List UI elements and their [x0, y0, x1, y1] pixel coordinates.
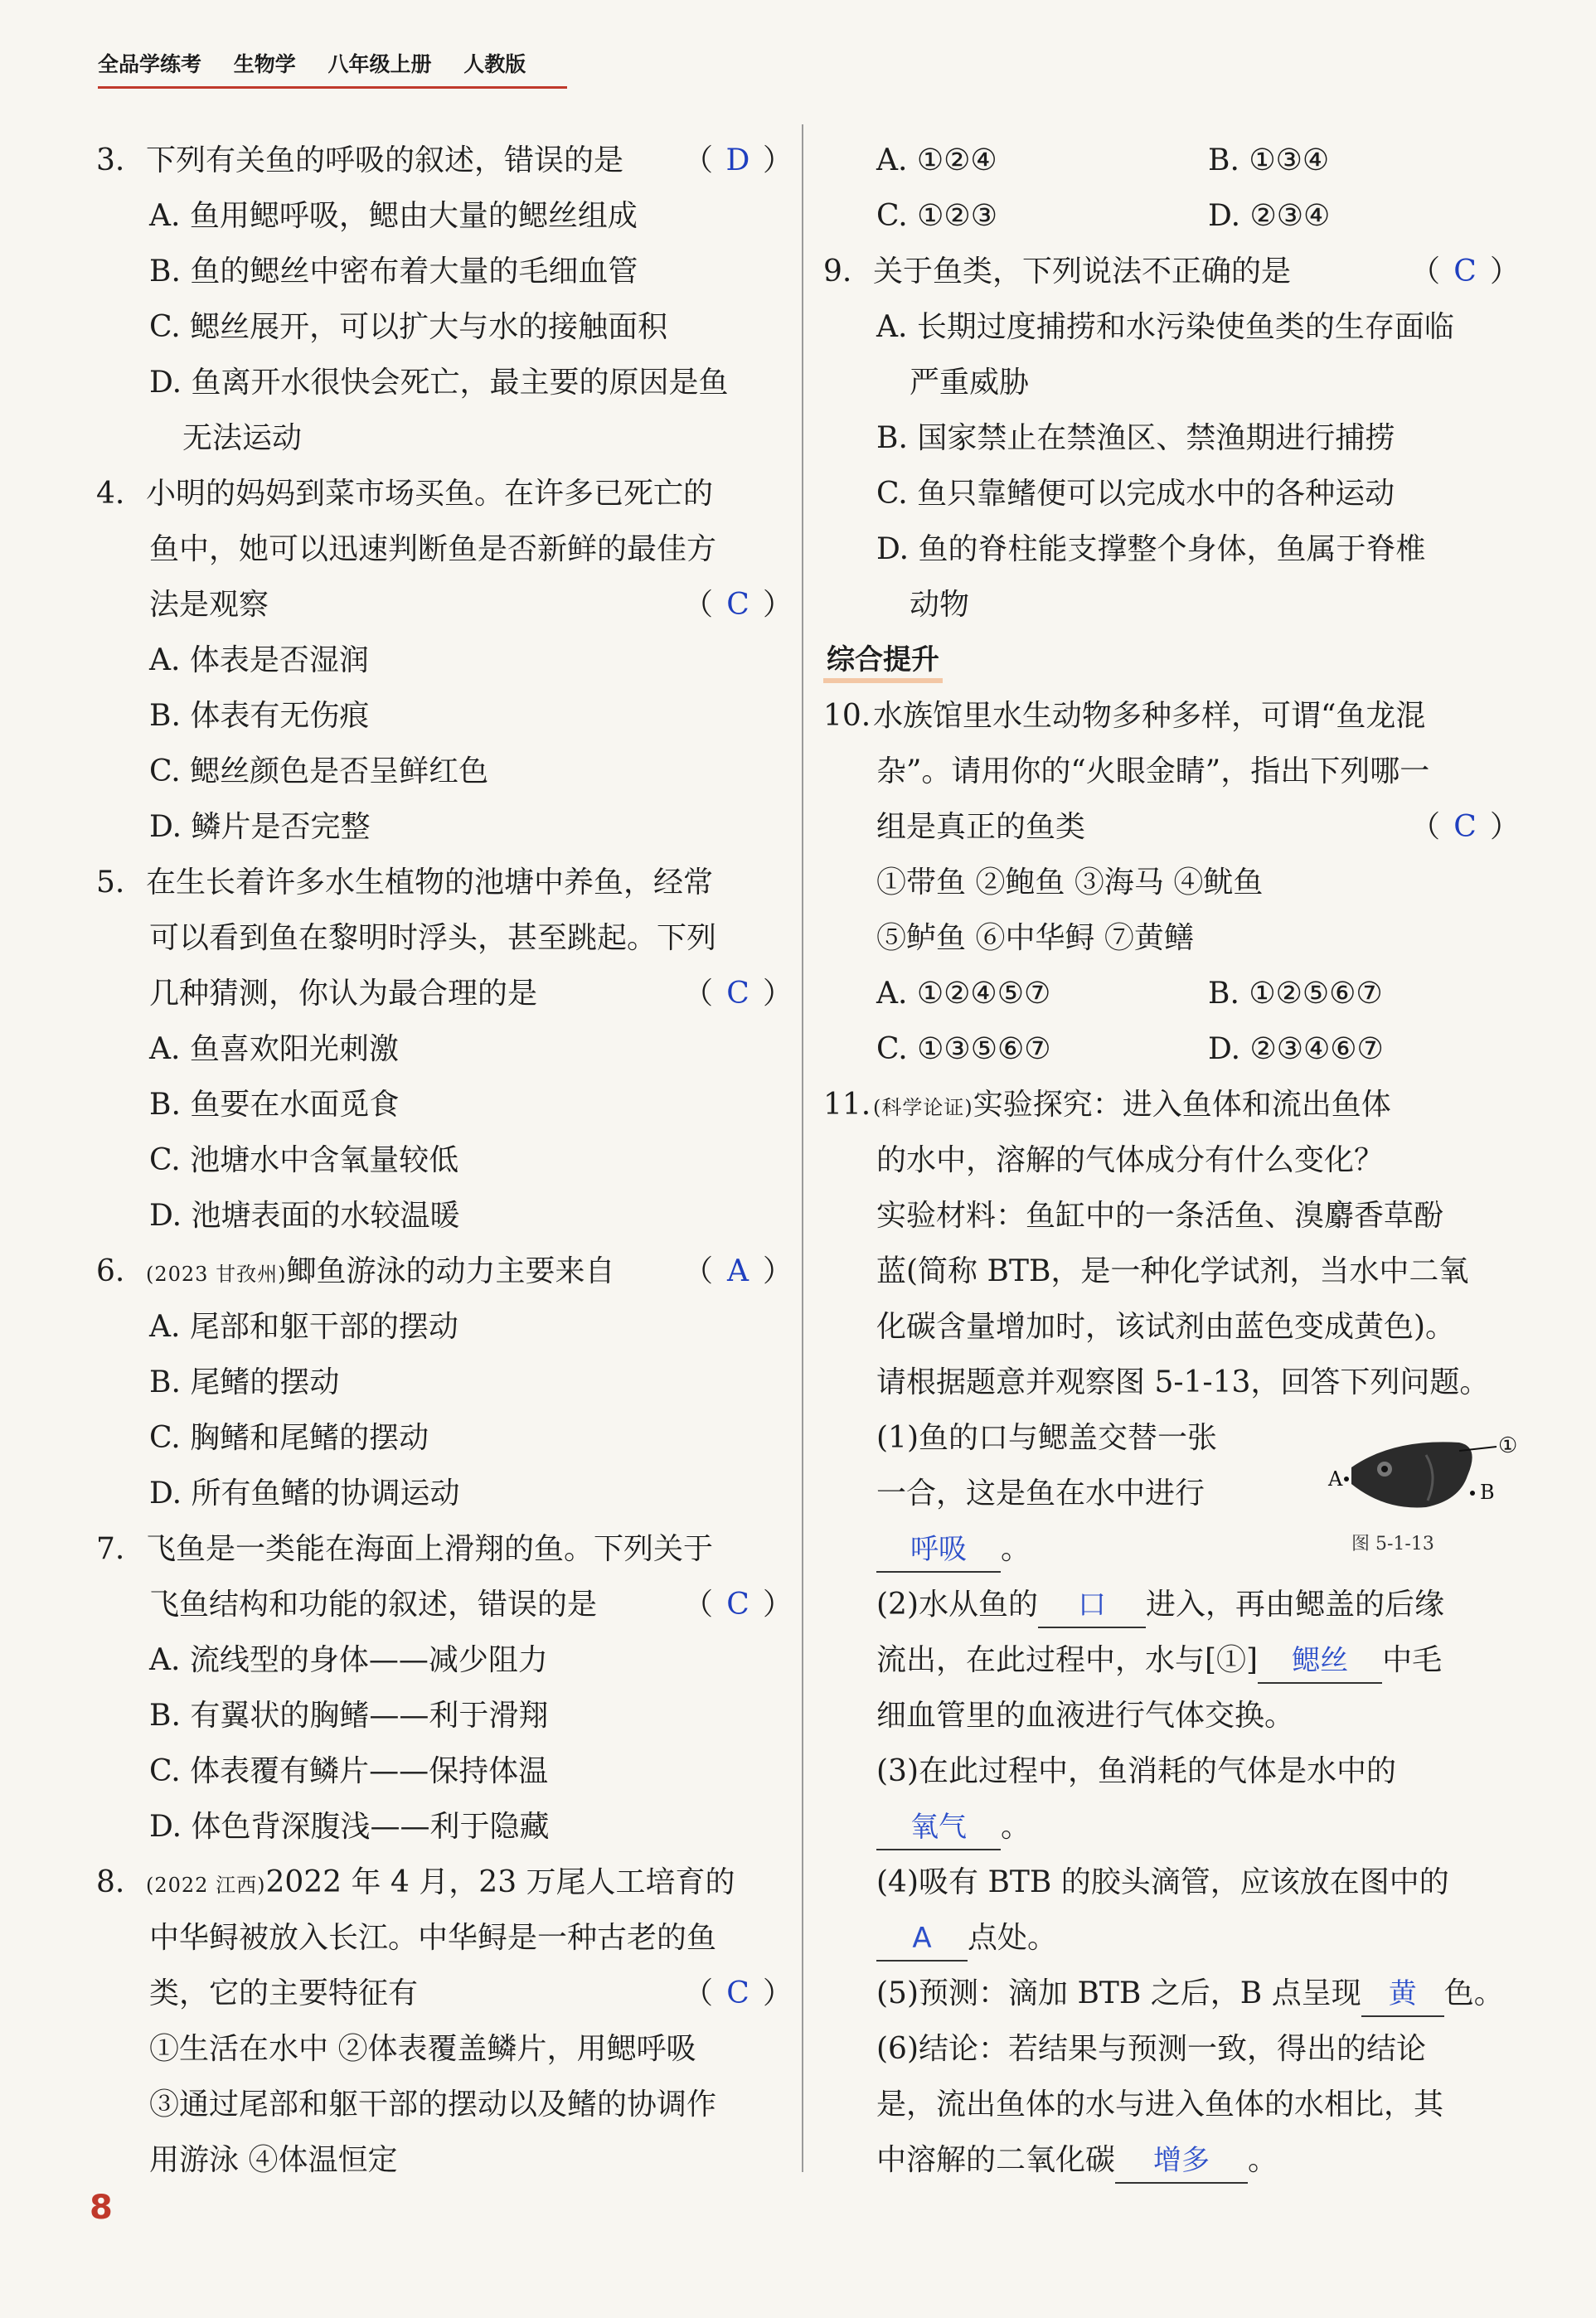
question-stem: 类，它的主要特征有 [149, 1976, 419, 2010]
label-a: A [1328, 1467, 1343, 1491]
question-stem: 水族馆里水生动物多种多样，可谓“鱼龙混 [873, 699, 1426, 733]
question-7 [96, 1521, 793, 1577]
section-title: 综合提升 [823, 643, 943, 683]
option: C. 池塘水中含氧量较低 [149, 1143, 459, 1177]
source-tag: (科学论证) [873, 1096, 973, 1119]
question-stem: 可以看到鱼在黎明时浮头，甚至跳起。下列 [149, 921, 717, 955]
question-stem-last [96, 966, 793, 1021]
answer-blank[interactable]: 口 [1038, 1583, 1146, 1628]
answer-blank[interactable]: 呼吸 [876, 1528, 1001, 1573]
option-continued: 无法运动 [182, 421, 303, 455]
option-row [823, 133, 1520, 188]
option: C. 鳃丝展开，可以扩大与水的接触面积 [149, 310, 668, 344]
source-tag: (2022 江西) [146, 1874, 266, 1897]
option: D. 鱼离开水很快会死亡，最主要的原因是鱼 [149, 366, 729, 400]
statement-list: ⑤鲈鱼 ⑥中华鲟 ⑦黄鳝 [876, 921, 1194, 955]
answer-value: C [1453, 810, 1477, 844]
question-number: 3. [96, 143, 125, 177]
fish-head-shape [1351, 1442, 1472, 1507]
answer-value: C [726, 1588, 749, 1622]
question-stem-last [96, 1577, 793, 1632]
question-10 [823, 688, 1520, 744]
question-5 [96, 855, 793, 910]
option: B. ①②⑤⑥⑦ [1208, 977, 1383, 1011]
question-stem: 蓝(简称 BTB，是一种化学试剂，当水中二氧 [876, 1254, 1469, 1288]
option: A. 尾部和躯干部的摆动 [149, 1310, 458, 1344]
option: A. 流线型的身体——减少阻力 [149, 1643, 548, 1677]
statement-list: ③通过尾部和躯干部的摆动以及鳍的协调作 [149, 2088, 717, 2122]
header-grade: 八年级上册 [327, 52, 432, 76]
question-4 [96, 466, 793, 521]
question-number: 10. [823, 699, 871, 733]
option-continued: 动物 [910, 588, 970, 622]
statement-list: 用游泳 ④体温恒定 [149, 2143, 398, 2177]
option: D. 体色背深腹浅——利于隐藏 [149, 1810, 550, 1844]
answer-bracket: （ C ） [1410, 244, 1520, 299]
option: A. ①②④ [876, 143, 997, 177]
question-6 [96, 1244, 793, 1299]
question-stem: 飞鱼结构和功能的叙述，错误的是 [149, 1588, 598, 1622]
statement-list: ①带鱼 ②鲍鱼 ③海马 ④鱿鱼 [876, 866, 1264, 900]
running-header [98, 48, 551, 78]
sub-question-1: 一合，这是鱼在水中进行 [876, 1477, 1205, 1511]
sub-question-2: 细血管里的血液进行气体交换。 [876, 1699, 1295, 1733]
option: D. ②③④⑥⑦ [1208, 1032, 1384, 1066]
question-stem-last [96, 577, 793, 633]
question-number: 11. [823, 1088, 871, 1122]
sub-question-4-answer [823, 1910, 1520, 1966]
sub-question-6: 中溶解的二氧化碳 增多 。 [823, 2132, 1520, 2188]
question-stem: 几种猜测，你认为最合理的是 [149, 977, 538, 1011]
option: B. 体表有无伤痕 [149, 699, 370, 733]
question-stem: 鱼中，她可以迅速判断鱼是否新鲜的最佳方 [149, 532, 717, 566]
question-number: 7. [96, 1532, 125, 1566]
question-stem: 中华鲟被放入长江。中华鲟是一种古老的鱼 [149, 1921, 717, 1955]
source-tag: (2023 甘孜州) [146, 1263, 287, 1286]
question-stem: 组是真正的鱼类 [876, 810, 1086, 844]
option: B. 鱼的鳃丝中密布着大量的毛细血管 [149, 255, 638, 289]
option: C. 体表覆有鳞片——保持体温 [149, 1754, 549, 1788]
header-rule [98, 86, 567, 89]
text: 进入，再由鳃盖的后缘 [1146, 1588, 1445, 1622]
question-stem: 鲫鱼游泳的动力主要来自 [286, 1254, 615, 1288]
option-row [823, 188, 1520, 244]
option: A. 鱼喜欢阳光刺激 [149, 1032, 399, 1066]
statement-list: ①生活在水中 ②体表覆盖鳞片，用鳃呼吸 [149, 2032, 696, 2066]
option-row [823, 966, 1520, 1021]
text: 色。 [1443, 1976, 1504, 2010]
header-subject: 生物学 [233, 52, 296, 76]
question-stem: 法是观察 [149, 588, 269, 622]
column-divider [802, 124, 803, 2172]
sub-question-6: (6)结论：若结果与预测一致，得出的结论 [876, 2032, 1426, 2066]
answer-bracket: （ C ） [683, 1966, 793, 2021]
question-stem: 在生长着许多水生植物的池塘中养鱼，经常 [146, 866, 714, 900]
sub-question-4: (4)吸有 BTB 的胶头滴管，应该放在图中的 [876, 1865, 1449, 1899]
answer-value: C [726, 1976, 749, 2010]
answer-bracket: （ C ） [683, 577, 793, 633]
answer-blank[interactable]: 氧气 [876, 1806, 1001, 1850]
option: D. 池塘表面的水较温暖 [149, 1199, 460, 1233]
question-number: 5. [96, 866, 125, 900]
answer-blank[interactable]: A [876, 1917, 968, 1962]
header-book: 全品学练考 [98, 52, 202, 76]
question-stem: 实验材料：鱼缸中的一条活鱼、溴麝香草酚 [876, 1199, 1444, 1233]
answer-bracket: （ C ） [683, 966, 793, 1021]
question-stem: 关于鱼类，下列说法不正确的是 [873, 255, 1292, 289]
question-number: 8. [96, 1865, 125, 1899]
answer-blank[interactable]: 黄 [1361, 1972, 1444, 2017]
option: C. 胸鳍和尾鳍的摆动 [149, 1421, 429, 1455]
sub-question-3-answer: 氧气 。 [823, 1799, 1520, 1855]
sub-question-1-answer: 呼吸 。 [823, 1521, 1520, 1577]
label-b: B [1480, 1481, 1495, 1504]
left-column [96, 133, 793, 2188]
question-stem: 化碳含量增加时，该试剂由蓝色变成黄色)。 [876, 1310, 1456, 1344]
question-number: 9. [823, 255, 852, 289]
option-row [823, 1021, 1520, 1077]
page-number: 8 [90, 2189, 113, 2227]
option: A. ①②④⑤⑦ [876, 977, 1051, 1011]
answer-bracket: （ D ） [683, 133, 793, 188]
header-edition: 人教版 [463, 52, 526, 76]
option: B. 有翼状的胸鳍——利于滑翔 [149, 1699, 549, 1733]
question-number: 6. [96, 1254, 125, 1288]
option: D. 鱼的脊柱能支撑整个身体，鱼属于脊椎 [876, 532, 1426, 566]
option: C. ①②③ [876, 199, 997, 233]
sub-question-3: (3)在此过程中，鱼消耗的气体是水中的 [876, 1754, 1396, 1788]
label-1: ① [1498, 1433, 1517, 1458]
question-stem: 杂”。请用你的“火眼金睛”，指出下列哪一 [876, 754, 1430, 788]
question-11 [823, 1077, 1520, 1132]
answer-value: D [725, 143, 750, 177]
answer-blank[interactable]: 鳃丝 [1258, 1639, 1382, 1684]
question-stem: 小明的妈妈到菜市场买鱼。在许多已死亡的 [146, 477, 714, 511]
answer-blank[interactable]: 增多 [1115, 2139, 1248, 2184]
question-stem: 飞鱼是一类能在海面上滑翔的鱼。下列关于 [146, 1532, 714, 1566]
option: B. 尾鳍的摆动 [149, 1365, 340, 1399]
option: D. 所有鱼鳍的协调运动 [149, 1477, 460, 1511]
text: (2)水从鱼的 [876, 1588, 1038, 1622]
answer-bracket: （ C ） [683, 1577, 793, 1632]
answer-value: A [726, 1254, 749, 1288]
option: B. ①③④ [1208, 143, 1330, 177]
option: B. 国家禁止在禁渔区、禁渔期进行捕捞 [876, 421, 1395, 455]
question-stem-last [96, 1966, 793, 2021]
figure-caption: 图 5-1-13 [1351, 1534, 1434, 1554]
answer-value: C [726, 588, 749, 622]
section-heading [823, 633, 1520, 688]
sub-question-2 [823, 1632, 1520, 1688]
option: A. 体表是否湿润 [149, 643, 369, 677]
answer-bracket: （ A ） [683, 1244, 793, 1299]
question-stem: 的水中，溶解的气体成分有什么变化？ [876, 1143, 1385, 1177]
option: C. 鱼只靠鳍便可以完成水中的各种运动 [876, 477, 1395, 511]
right-column [823, 133, 1520, 2188]
question-stem-last [823, 799, 1520, 855]
option: D. ②③④ [1208, 199, 1331, 233]
question-3 [96, 133, 793, 188]
question-stem: 2022 年 4 月，23 万尾人工培育的 [265, 1865, 735, 1899]
answer-value: C [726, 977, 749, 1011]
question-9 [823, 244, 1520, 299]
question-number: 4. [96, 477, 125, 511]
option: B. 鱼要在水面觅食 [149, 1088, 400, 1122]
text: 中毛 [1382, 1643, 1443, 1677]
sub-question-6: 是，流出鱼体的水与进入鱼体的水相比，其 [876, 2088, 1444, 2122]
answer-value: C [1453, 255, 1477, 289]
option: A. 鱼用鳃呼吸，鳃由大量的鳃丝组成 [149, 199, 638, 233]
option: C. ①③⑤⑥⑦ [876, 1032, 1051, 1066]
answer-bracket: （ C ） [1410, 799, 1520, 855]
sub-question-5 [823, 1966, 1520, 2021]
text: (5)预测：滴加 BTB 之后，B 点呈现 [876, 1976, 1361, 2010]
question-stem: 下列有关鱼的呼吸的叙述，错误的是 [146, 143, 624, 177]
option: A. 长期过度捕捞和水污染使鱼类的生存面临 [876, 310, 1454, 344]
option-continued: 严重威胁 [910, 366, 1030, 400]
sub-question-2 [823, 1577, 1520, 1632]
question-8 [96, 1855, 793, 1910]
text: 中溶解的二氧化碳 [876, 2143, 1116, 2177]
option: C. 鳃丝颜色是否呈鲜红色 [149, 754, 489, 788]
question-stem: 请根据题意并观察图 5-1-13，回答下列问题。 [876, 1365, 1490, 1399]
text: 流出，在此过程中，水与[①] [876, 1643, 1259, 1677]
sub-question-1: (1)鱼的口与鳃盖交替一张 [876, 1421, 1217, 1455]
question-stem: 实验探究：进入鱼体和流出鱼体 [973, 1088, 1391, 1122]
option: D. 鳞片是否完整 [149, 810, 371, 844]
text: 点处。 [968, 1921, 1058, 1955]
